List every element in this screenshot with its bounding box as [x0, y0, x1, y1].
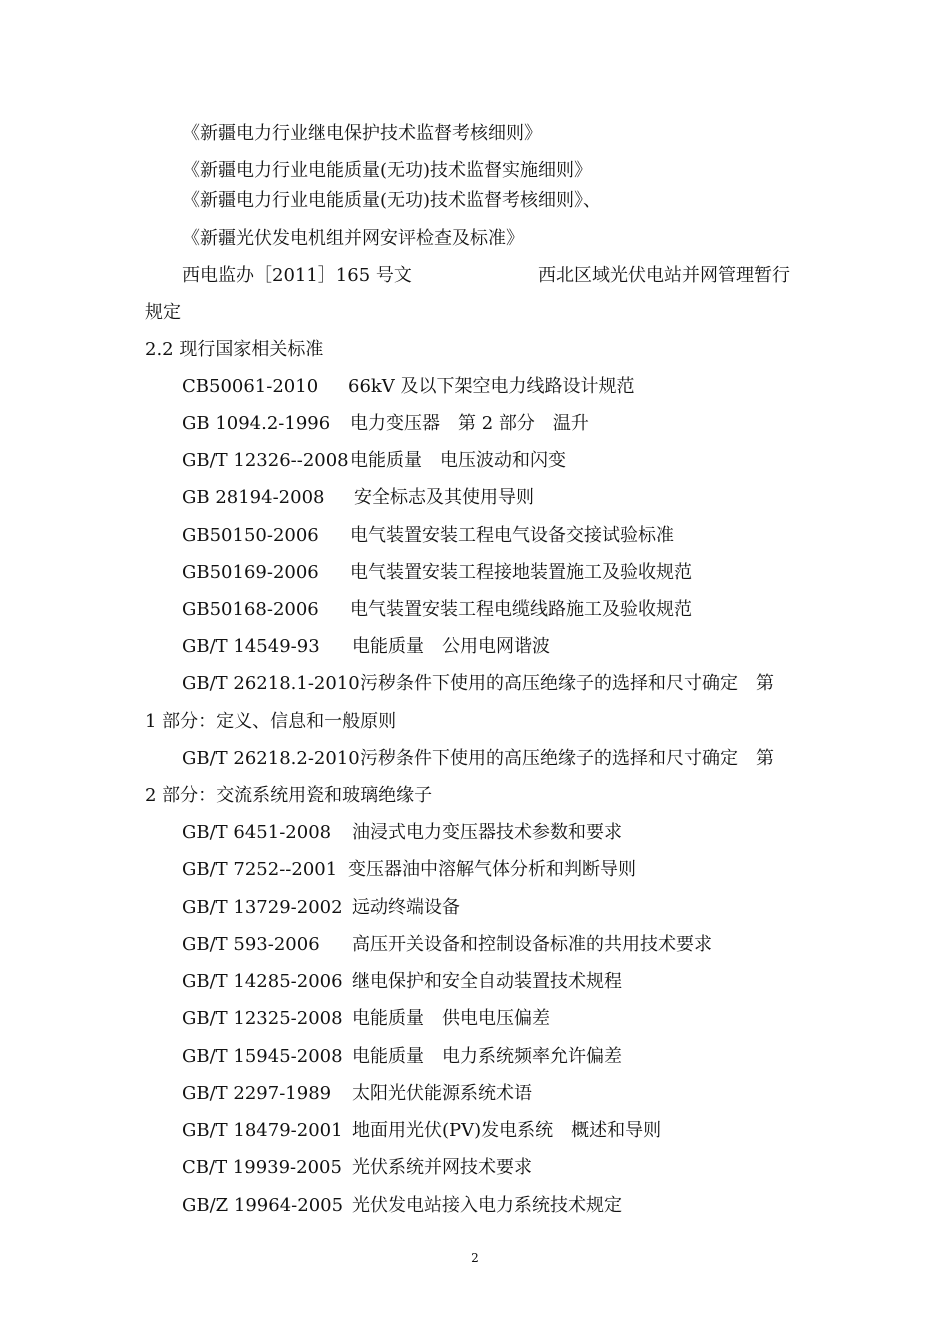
standard-title: 地面用光伏(PV)发电系统 概述和导则 — [352, 1120, 662, 1141]
standard-title: 电力变压器 第 2 部分 温升 — [350, 413, 589, 434]
standard-title-continuation: 1 部分：定义、信息和一般原则 — [145, 711, 397, 732]
standard-title: 太阳光伏能源系统术语 — [352, 1083, 532, 1104]
regulation-item: 《新疆电力行业电能质量(无功)技术监督考核细则》、 — [182, 190, 602, 211]
standard-title: 高压开关设备和控制设备标准的共用技术要求 — [352, 934, 712, 955]
standard-code: GB50168-2006 — [182, 599, 319, 620]
standard-title: 电能质量 电力系统频率允许偏差 — [352, 1046, 622, 1067]
standard-code: GB/T 18479-2001 — [182, 1120, 343, 1141]
standard-code: GB50169-2006 — [182, 562, 319, 583]
page-number: 2 — [471, 1251, 479, 1265]
standard-title: 油浸式电力变压器技术参数和要求 — [352, 822, 622, 843]
standard-code: GB/T 14549-93 — [182, 636, 320, 657]
standard-title: 电能质量 公用电网谐波 — [352, 636, 550, 657]
standard-title: 继电保护和安全自动装置技术规程 — [352, 971, 622, 992]
standard-title: 电能质量 电压波动和闪变 — [350, 450, 566, 471]
standard-code: GB/T 593-2006 — [182, 934, 320, 955]
standard-code: GB/T 2297-1989 — [182, 1083, 332, 1104]
standard-code: GB/T 7252--2001 — [182, 859, 338, 880]
standard-code: GB/T 12326--2008 — [182, 450, 349, 471]
section-heading: 2.2 现行国家相关标准 — [145, 339, 324, 360]
standard-title: 光伏系统并网技术要求 — [352, 1157, 532, 1178]
standard-title: 变压器油中溶解气体分析和判断导则 — [348, 859, 636, 880]
xidian-title: 西北区域光伏电站并网管理暂行 — [538, 265, 790, 286]
standard-code: GB/Z 19964-2005 — [182, 1195, 344, 1216]
standard-code: GB/T 26218.2-2010 — [182, 748, 360, 769]
standard-title: 电能质量 供电电压偏差 — [352, 1008, 550, 1029]
standard-title: 远动终端设备 — [352, 897, 460, 918]
standard-title: 污秽条件下使用的高压绝缘子的选择和尺寸确定 第 — [360, 748, 774, 769]
standard-code: CB50061-2010 — [182, 376, 319, 397]
xidian-title-continuation: 规定 — [145, 302, 181, 323]
standard-code: GB/T 15945-2008 — [182, 1046, 343, 1067]
standard-code: GB/T 12325-2008 — [182, 1008, 343, 1029]
standard-title: 光伏发电站接入电力系统技术规定 — [352, 1195, 622, 1216]
standard-code: GB/T 13729-2002 — [182, 897, 343, 918]
standard-title: 66kV 及以下架空电力线路设计规范 — [348, 376, 635, 397]
standard-code: CB/T 19939-2005 — [182, 1157, 342, 1178]
regulation-item: 《新疆光伏发电机组并网安评检查及标准》 — [182, 228, 524, 249]
standard-title: 污秽条件下使用的高压绝缘子的选择和尺寸确定 第 — [360, 673, 774, 694]
standard-title: 电气装置安装工程电缆线路施工及验收规范 — [350, 599, 692, 620]
standard-code: GB50150-2006 — [182, 525, 319, 546]
standard-title: 电气装置安装工程接地装置施工及验收规范 — [350, 562, 692, 583]
standard-code: GB 1094.2-1996 — [182, 413, 331, 434]
standard-title: 电气装置安装工程电气设备交接试验标准 — [350, 525, 674, 546]
standard-title-continuation: 2 部分：交流系统用瓷和玻璃绝缘子 — [145, 785, 433, 806]
standard-code: GB/T 26218.1-2010 — [182, 673, 360, 694]
standard-code: GB 28194-2008 — [182, 487, 325, 508]
standard-code: GB/T 6451-2008 — [182, 822, 332, 843]
regulation-item: 《新疆电力行业继电保护技术监督考核细则》 — [182, 123, 542, 144]
standard-code: GB/T 14285-2006 — [182, 971, 343, 992]
regulation-item: 《新疆电力行业电能质量(无功)技术监督实施细则》 — [182, 160, 593, 181]
xidian-code: 西电监办［2011］165 号文 — [182, 265, 412, 286]
standard-title: 安全标志及其使用导则 — [354, 487, 534, 508]
